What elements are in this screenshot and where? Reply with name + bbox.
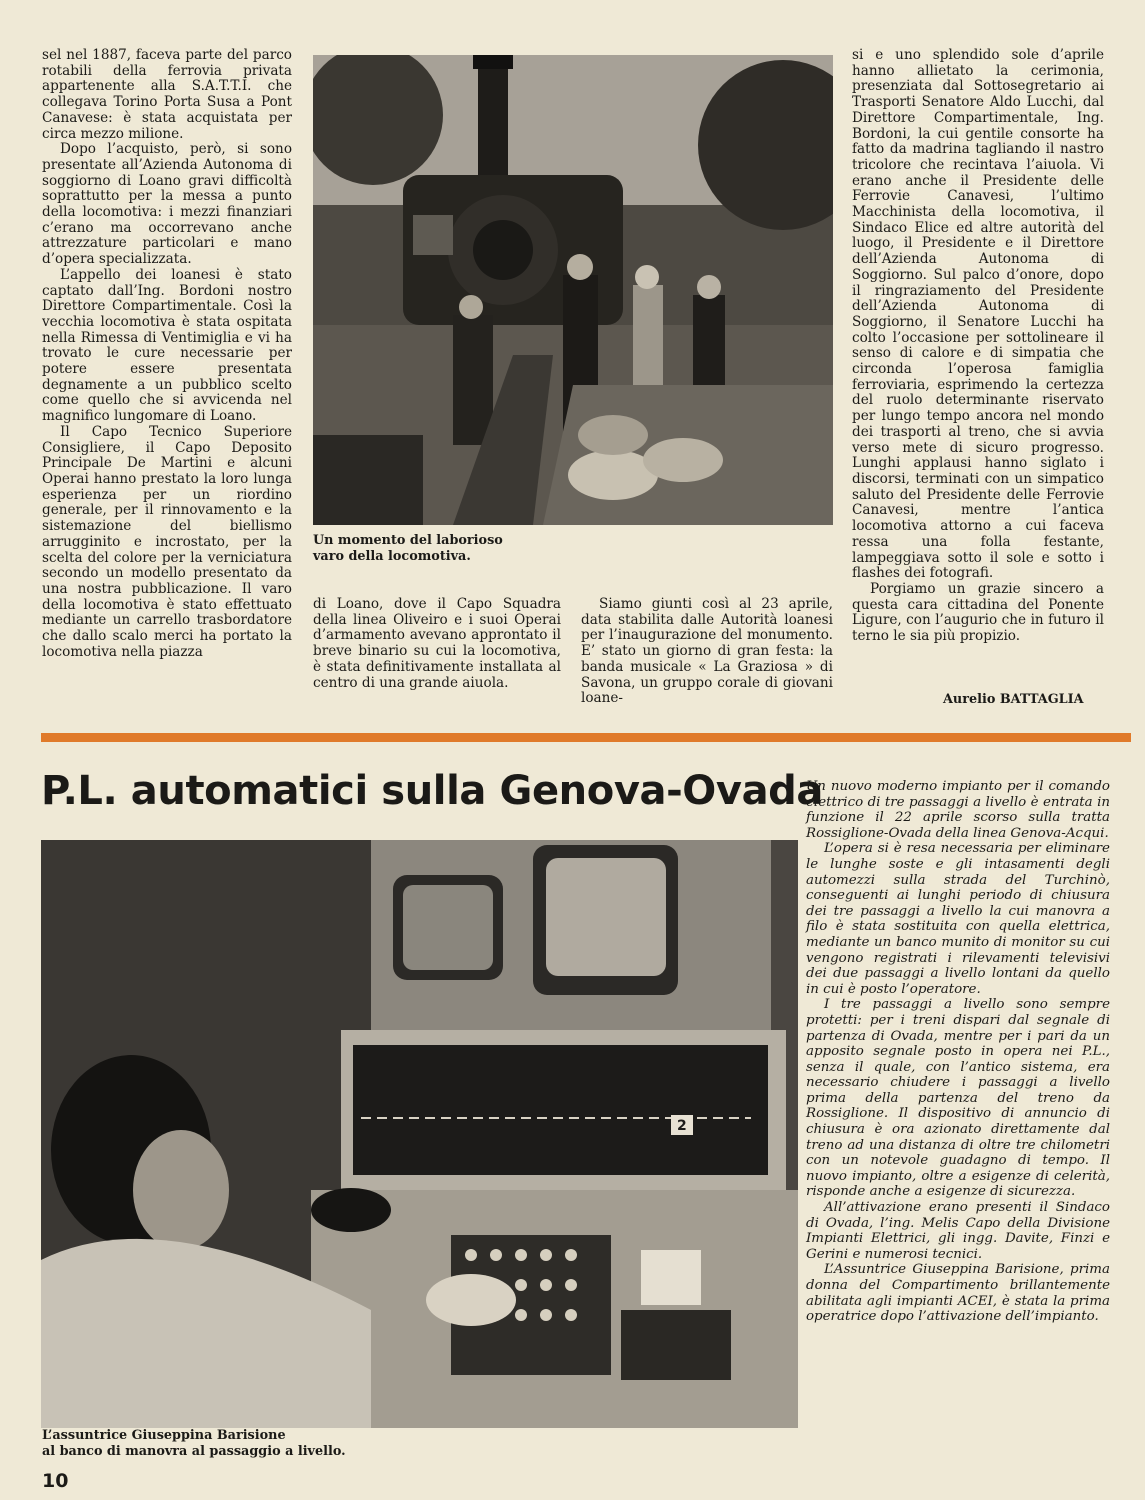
article1-column-2 xyxy=(313,597,561,691)
locomotive-caption-line-2: varo della locomotiva. xyxy=(313,548,471,564)
article2-para-1: Un nuovo moderno impianto per il comando elettrico di tre passaggi a livello è entrata in funzione il 22 aprile scorso sulla tratta Rossiglione-Ovada della linea Genova-Acqui. xyxy=(806,779,1110,841)
locomotive-photo-illustration xyxy=(313,55,833,525)
control-panel-photo xyxy=(41,840,798,1428)
article2-italic-column xyxy=(806,779,1110,1325)
article2-para-3: I tre passaggi a livello sono sempre protetti: per i treni dispari dal segnale di partenza di Ovada, mentre per i pari da un apposito segnale posto in opera nei P.L., senza il quale, con l’antico sistema, era necessario chiudere i passaggi a livello prima della partenza del treno da Rossiglione. Il dispositivo di annuncio di chiusura è ora azionato direttamente dal treno ad una distanza di oltre tre chilometri con un notevole guadagno di tempo. Il nuovo impianto, oltre a esigenze di celerità, risponde anche a esigenze di sicurezza. xyxy=(806,997,1110,1200)
panel-number-label: 2 xyxy=(677,1118,687,1134)
article1-col4-para-2: Porgiamo un grazie sincero a questa cara cittadina del Ponente Ligure, con l’augurio che in futuro il terno le sia più propizio. xyxy=(852,580,1104,645)
article2-para-2: L’opera si è resa necessaria per eliminare le lunghe soste e gli intasamenti degli automezzi sulla strada del Turchinò, conseguenti ai lunghi periodo di chiusura dei tre passaggi a livello la cui manovra a filo è stata sostituita con quella elettrica, mediante un banco munito di monitor su cui vengono registrati i rilevamenti televisivi dei due passaggi a livello lontani da quello in cui è posto l’operatore. xyxy=(806,841,1110,997)
article1-column-4 xyxy=(852,48,1104,645)
article1-column-3 xyxy=(581,597,833,707)
article2-para-5: L’Assuntrice Giuseppina Barisione, prima donna del Compartimento brillantemente abilitata agli impianti ACEI, è stata la prima operatrice dopo l’attivazione dell’impianto. xyxy=(806,1262,1110,1325)
control-panel-photo-caption xyxy=(42,1428,346,1459)
article2-headline: P.L. automatici sulla Genova-Ovada xyxy=(41,768,824,814)
article1-signature: Aurelio BATTAGLIA xyxy=(943,692,1084,707)
article1-column-1 xyxy=(42,48,292,660)
article1-col1-para-3: L’appello dei loanesi è stato captato dall’Ing. Bordoni nostro Direttore Compartimentale. Così la vecchia locomotiva è stata ospitata nella Rimessa di Ventimiglia e vi ha trovato le cure necessarie per potere essere presentata degnamente a un pubblico scelto come quello che si avvicenda nel magnifico lungomare di Loano. xyxy=(42,266,292,425)
article1-col2-para-1: di Loano, dove il Capo Squadra della linea Oliveiro e i suoi Operai d’armamento avevano approntato il breve binario su cui la locomotiva, è stata definitivamente installata al centro di una grande aiuola. xyxy=(313,596,561,691)
article1-col3-para-1: Siamo giunti così al 23 aprile, data stabilita dalle Autorità loanesi per l’inaugurazione del monumento. E’ stato un giorno di gran festa: la banda musicale « La Graziosa » di Savona, un gruppo corale di giovani loane- xyxy=(581,596,833,707)
locomotive-photo-caption xyxy=(313,533,503,564)
locomotive-photo xyxy=(313,55,833,525)
control-caption-line-2: al banco di manovra al passaggio a livello. xyxy=(42,1443,346,1459)
article2-para-4: All’attivazione erano presenti il Sindaco di Ovada, l’ing. Melis Capo della Divisione Impianti Elettrici, gli ingg. Davite, Finzi e Gerini e numerosi tecnici. xyxy=(806,1200,1110,1262)
control-caption-line-1: L’assuntrice Giuseppina Barisione xyxy=(42,1428,286,1443)
section-divider-rule xyxy=(41,733,1131,742)
article1-col4-para-1: si e uno splendido sole d’aprile hanno allietato la cerimonia, presenziata dal Sottosegretario ai Trasporti Senatore Aldo Lucchi, dal Direttore Compartimentale, Ing. Bordoni, la cui gentile consorte ha fatto da madrina tagliando il nastro tricolore che recintava l’aiuola. Vi erano anche il Presidente delle Ferrovie Canavesi, l’ultimo Macchinista della locomotiva, il Sindaco Elice ed altre autorità del luogo, il Presidente e il Direttore dell’Azienda Autonoma di Soggiorno. Sul palco d’onore, dopo il ringraziamento del Presidente dell’Azienda Autonoma di Soggiorno, il Senatore Lucchi ha colto l’occasione per sottolineare il senso di calore e di simpatia che circonda l’operosa famiglia ferroviaria, esprimendo la certezza del ruolo determinante riservato per lungo tempo ancora nel mondo dei trasporti al treno, che si avvia verso mete di sicuro progresso. Lunghi applausi hanno siglato i discorsi, terminati con un simpatico saluto del Presidente delle Ferrovie Canavesi, mentre l’antica locomotiva attorno a cui faceva ressa una folla festante, lampeggiava sotto il sole e sotto i flashes dei fotografi. xyxy=(852,47,1104,582)
locomotive-caption-line-1: Un momento del laborioso xyxy=(313,533,503,548)
control-panel-photo-illustration xyxy=(41,840,798,1428)
page-number: 10 xyxy=(42,1470,69,1492)
article1-col1-para-1: sel nel 1887, faceva parte del parco rotabili della ferrovia privata appartenente alla S.A.T.T.I. che collegava Torino Porta Susa a Pont Canavese: è stata acquistata per circa mezzo milione. xyxy=(42,47,292,142)
article1-col1-para-2: Dopo l’acquisto, però, si sono presentate all’Azienda Autonoma di soggiorno di Loano gravi difficoltà soprattutto per la messa a punto della locomotiva: i mezzi finanziari c’erano ma occorrevano anche attrezzature particolari e mano d’opera specializzata. xyxy=(42,141,292,268)
article1-col1-para-4: Il Capo Tecnico Superiore Consigliere, il Capo Deposito Principale De Martini e alcuni Operai hanno prestato la loro lunga esperienza per un riordino generale, per il rinnovamento e la sistemazione del biellismo arrugginito e incrostato, per la scelta del colore per la verniciatura secondo un modello presentato da una nostra pubblicazione. Il varo della locomotiva è stato effettuato mediante un carrello trasbordatore che dallo scalo merci ha portato la locomotiva nella piazza xyxy=(42,423,292,660)
